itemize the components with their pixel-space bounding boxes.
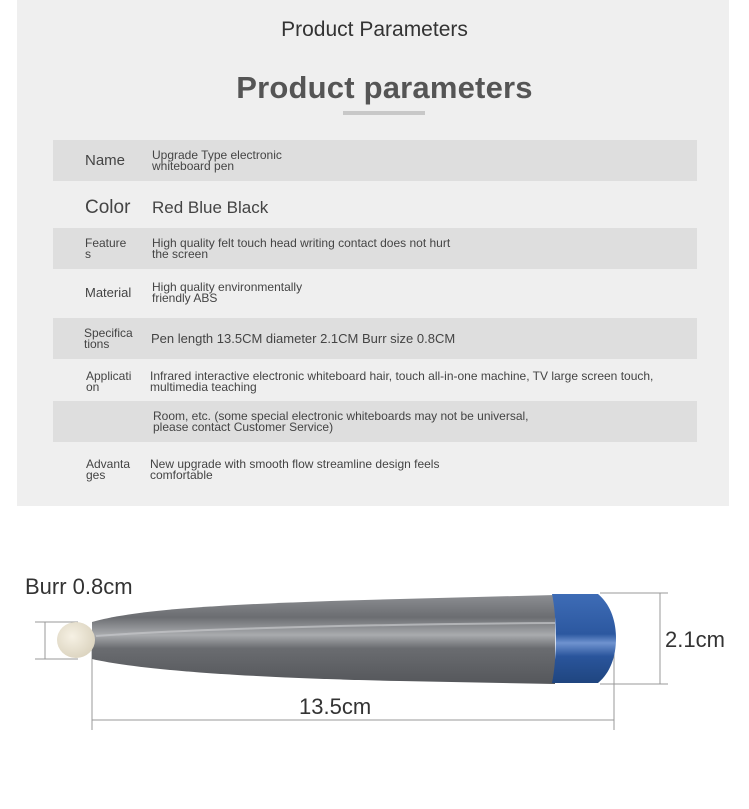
pen-body: [92, 595, 555, 684]
param-value: Room, etc. (some special electronic whiteboards may not be universal, please contact Customer Service): [153, 408, 529, 434]
pen-tip: [57, 622, 95, 658]
param-label: Material: [85, 285, 132, 300]
param-value: Infrared interactive electronic whiteboard hair, touch all-in-one machine, TV large screen touch, multimedia teaching: [150, 368, 654, 394]
param-label: Features: [85, 235, 127, 261]
burr-size-label: Burr 0.8cm: [25, 574, 133, 599]
param-value: New upgrade with smooth flow streamline design feels comfortable: [150, 456, 440, 482]
param-label: Name: [85, 151, 126, 169]
param-value: High quality environmentally friendly ABS: [152, 279, 303, 305]
param-label: Advantages: [86, 456, 131, 482]
param-value: High quality felt touch head writing contact does not hurt the screen: [152, 235, 451, 261]
length-label: 13.5cm: [299, 694, 372, 719]
param-label: Specifications: [84, 325, 133, 351]
pen-cap: [552, 594, 616, 683]
param-value: Pen length 13.5CM diameter 2.1CM Burr size 0.8CM: [151, 330, 456, 346]
diameter-label: 2.1cm: [665, 627, 725, 652]
param-label: Application: [86, 368, 132, 394]
param-value: Red Blue Black: [152, 197, 269, 217]
parameters-title: Product parameters: [236, 70, 533, 105]
param-label: Color: [85, 196, 131, 218]
section-title: Product Parameters: [281, 18, 468, 41]
param-value: Upgrade Type electronic whiteboard pen: [152, 147, 282, 173]
